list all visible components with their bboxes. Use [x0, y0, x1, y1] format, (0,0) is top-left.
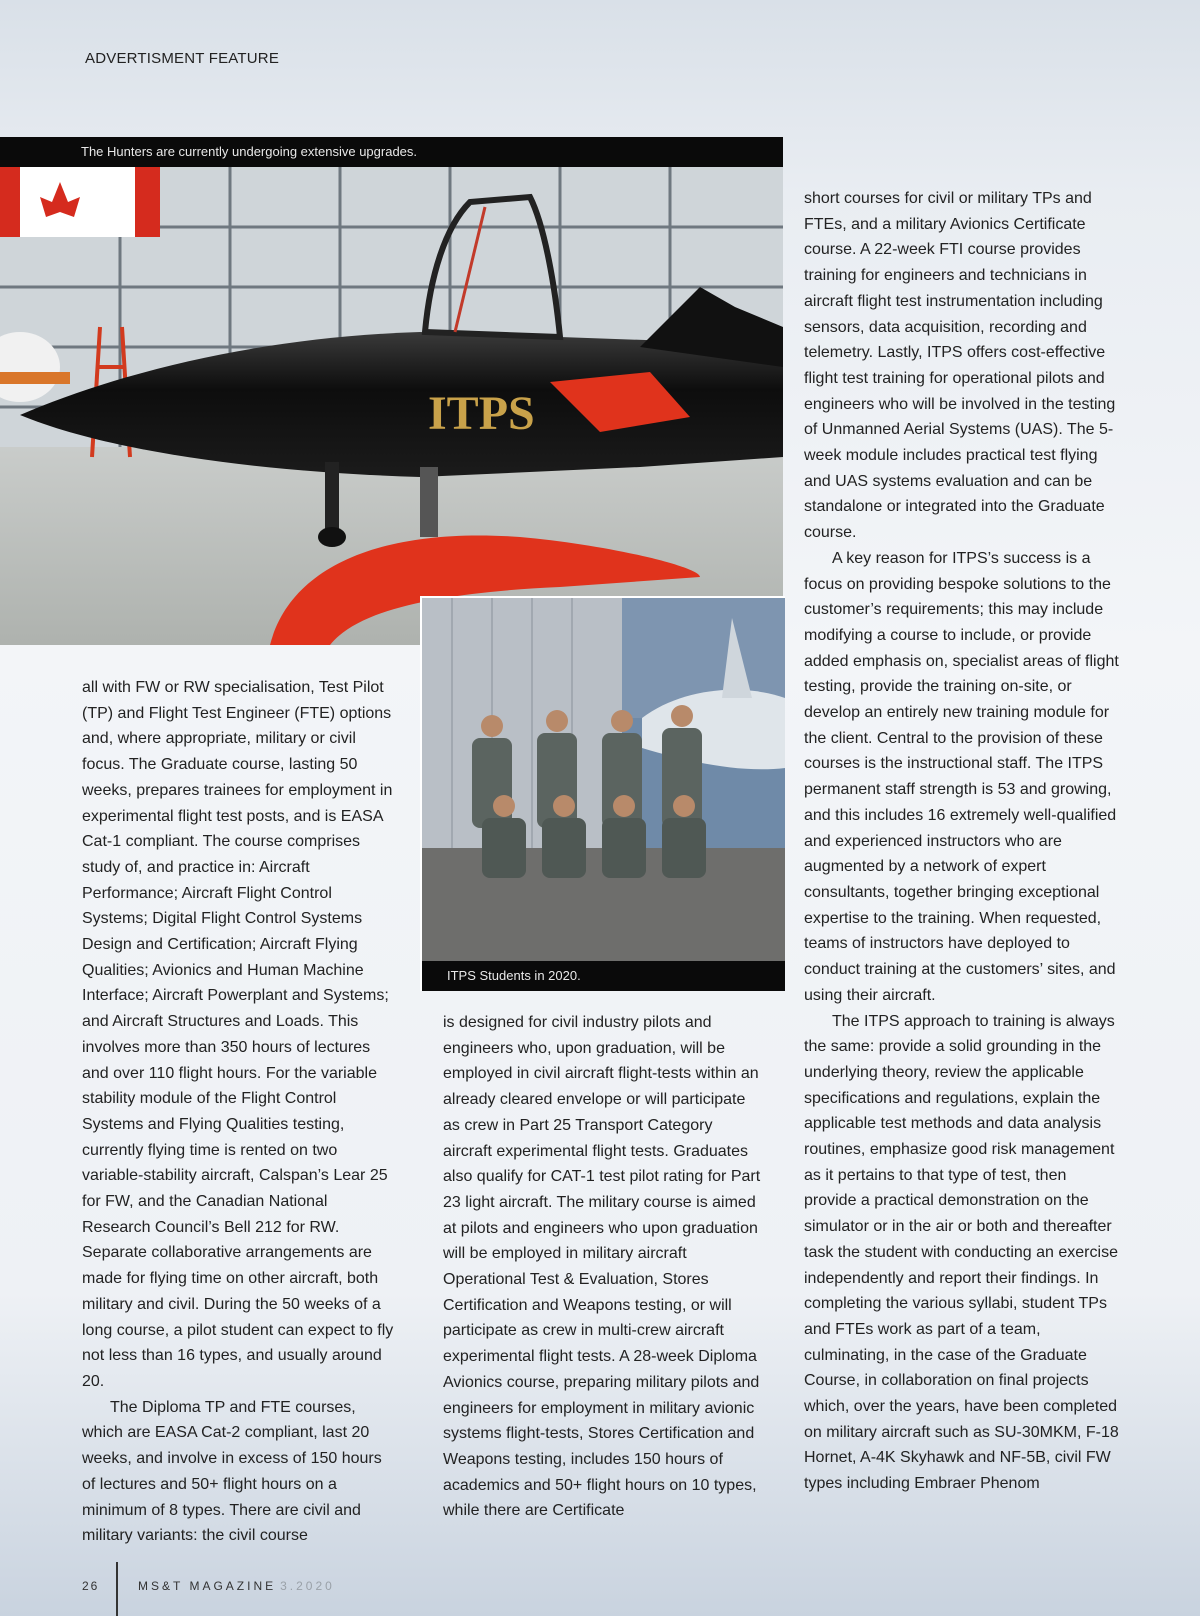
students-image: [422, 598, 785, 961]
magazine-name: MS&T MAGAZINE: [138, 1579, 277, 1593]
magazine-title: [138, 1579, 335, 1593]
paragraph: The ITPS approach to training is always the same: provide a solid grounding in the underlying theory, review the applicable specifications and regulations, explain the applicable test methods and data analysis routines, emphasize good risk management as it pertains to that type of test, then provide a practical demonstration on the simulator or in the air or both and thereafter task the student with conducting an exercise independently and report their findings. In completing the various syllabi, student TPs and FTEs work as part of a team, culminating, in the case of the Graduate Course, in collaboration on final projects which, over the years, have been completed on military aircraft such as SU-30MKM, F-18 Hornet, A-4K Skyhawk and NF-5B, civil FW types including Embraer Phenom: [804, 1012, 1119, 1493]
paragraph: short courses for civil or military TPs and FTEs, and a military Avionics Certificate course. A 22-week FTI course provides training for engineers and technicians in aircraft flight test instrumentation including sensors, data acquisition, recording and telemetry. Lastly, ITPS offers cost-effective flight test training for operational pilots and engineers who will be involved in the testing of Unmanned Aerial Systems (UAS). The 5-week module includes practical test flying and UAS systems evaluation and can be standalone or integrated into the Graduate course.: [804, 190, 1116, 542]
footer-divider: [116, 1562, 118, 1616]
hangar-image: [0, 167, 783, 645]
section-label: ADVERTISMENT FEATURE: [85, 50, 280, 67]
students-photo: [420, 596, 785, 991]
itps-fuselage-text: ITPS: [428, 387, 535, 440]
article-column-3: [804, 186, 1120, 1497]
photo-caption: The Hunters are currently undergoing extensive upgrades.: [0, 137, 783, 167]
article-column-1: [82, 675, 399, 1549]
hunter-aircraft-photo: [0, 137, 783, 645]
photo-caption: ITPS Students in 2020.: [422, 961, 785, 991]
paragraph: is designed for civil industry pilots and engineers who, upon graduation, will be employed in civil aircraft flight-tests within an already cleared envelope or will participate as crew in Part 25 Transport Category aircraft experimental flight tests. Graduates also qualify for CAT-1 test pilot rating for Part 23 light aircraft. The military course is aimed at pilots and engineers who upon graduation will be employed in military aircraft Operational Test & Evaluation, Stores Certification and Weapons testing, or will participate as crew in multi-crew aircraft experimental flight tests. A 28-week Diploma Avionics course, preparing military pilots and engineers for employment in military avionic systems flight-tests, Stores Certification and Weapons testing, includes 150 hours of academics and 50+ flight hours on 10 types, while there are Certificate: [443, 1014, 761, 1520]
article-column-2: [443, 1010, 761, 1524]
paragraph: all with FW or RW specialisation, Test Pilot (TP) and Flight Test Engineer (FTE) options and, where appropriate, military or civil focus. The Graduate course, lasting 50 weeks, prepares trainees for employment in experimental flight test posts, and is EASA Cat-1 compliant. The course comprises study of, and practice in: Aircraft Performance; Aircraft Flight Control Systems; Digital Flight Control Systems Design and Certification; Aircraft Flying Qualities; Avionics and Human Machine Interface; Aircraft Powerplant and Systems; and Aircraft Structures and Loads. This involves more than 350 hours of lectures and over 110 flight hours. For the variable stability module of the Flight Control Systems and Flying Qualities testing, currently flying time is rented on two variable-stability aircraft, Calspan’s Lear 25 for FW, and the Canadian National Research Council’s Bell 212 for RW. Separate collaborative arrangements are made for flying time on other aircraft, both military and civil. During the 50 weeks of a long course, a pilot student can expect to fly not less than 16 types, and usually around 20.: [82, 679, 394, 1390]
paragraph: A key reason for ITPS’s success is a focus on providing bespoke solutions to the customer’s requirements; this may include modifying a course to include, or provide added emphasis on, specialist areas of flight testing, provide the training on-site, or develop an entirely new training module for the client. Central to the provision of these courses is the instructional staff. The ITPS permanent staff strength is 53 and growing, and this includes 16 extremely well-qualified and experienced instructors who are augmented by a network of expert consultants, together bringing exceptional expertise to the training. When requested, teams of instructors have deployed to conduct training at the customers’ sites, and using their aircraft.: [804, 549, 1119, 1004]
paragraph: The Diploma TP and FTE courses, which are EASA Cat-2 compliant, last 20 weeks, and involve in excess of 150 hours of lectures and 50+ flight hours on a minimum of 8 types. There are civil and military variants: the civil course: [82, 1398, 382, 1545]
magazine-issue: 3.2020: [280, 1579, 335, 1593]
page-number: 26: [82, 1579, 100, 1593]
